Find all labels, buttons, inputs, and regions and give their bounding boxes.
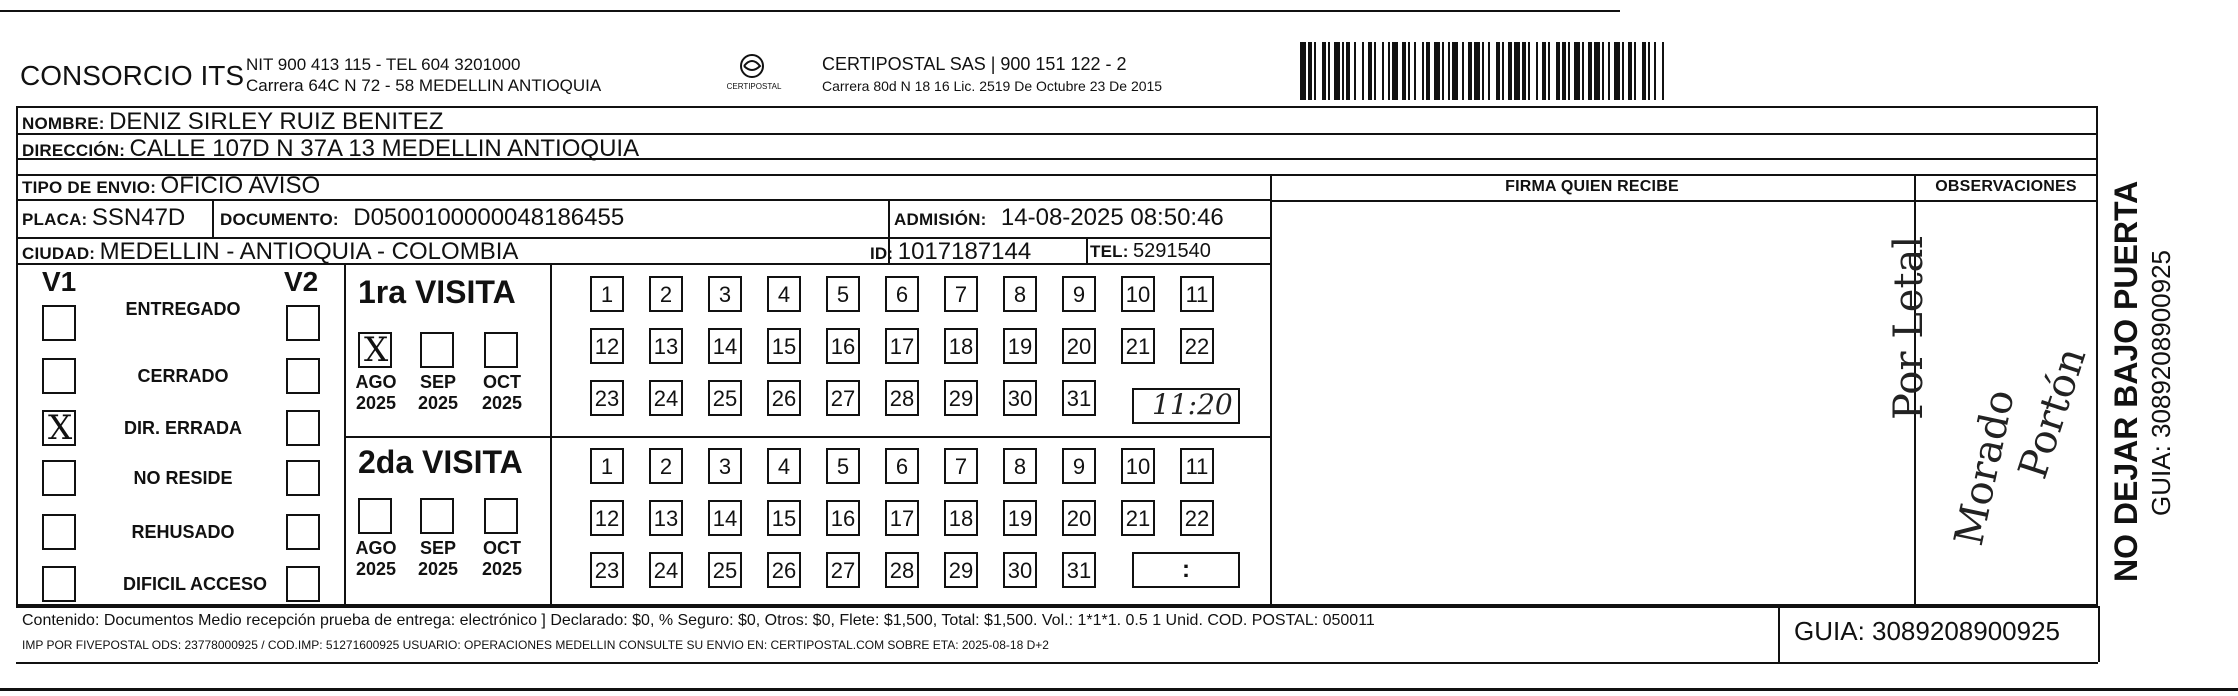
day-box[interactable]: 28 <box>885 380 919 416</box>
logo-text: CERTIPOSTAL <box>726 82 782 91</box>
ciudad-value: MEDELLIN - ANTIOQUIA - COLOMBIA <box>99 238 519 265</box>
barcode-bar <box>1648 42 1650 100</box>
barcode-bar <box>1426 42 1430 100</box>
day-box[interactable]: 5 <box>826 276 860 312</box>
status-reason-label: CERRADO <box>137 366 229 386</box>
barcode-bar <box>1342 42 1344 100</box>
certipostal-logo <box>722 52 782 94</box>
id-value: 1017187144 <box>897 238 1032 265</box>
v1-checkbox-mark: X <box>48 408 73 448</box>
barcode-bar <box>1354 42 1356 100</box>
barcode-bar <box>1408 42 1410 100</box>
barcode-bar <box>1548 42 1550 100</box>
tipo-value: OFICIO AVISO <box>160 172 321 199</box>
barcode-bar <box>1402 42 1406 100</box>
documento-value: D0500100000048186455 <box>353 204 625 231</box>
second-visit-time[interactable] <box>1132 552 1240 588</box>
observacion-line-3: Portón <box>2010 342 2096 485</box>
day-box[interactable]: 8 <box>1003 276 1037 312</box>
visit-split-rule <box>344 436 1270 438</box>
day-box[interactable]: 14 <box>708 500 742 536</box>
nombre-row <box>22 108 443 136</box>
barcode-bar <box>1442 42 1444 100</box>
no-dejar-vertical: NO DEJAR BAJO PUERTA <box>2108 180 2144 582</box>
day-box[interactable]: 15 <box>767 500 801 536</box>
month-name: OCT <box>483 372 521 392</box>
barcode-bar <box>1662 42 1664 100</box>
day-box[interactable]: 17 <box>885 500 919 536</box>
day-box[interactable]: 24 <box>649 380 683 416</box>
day-box[interactable]: 13 <box>649 500 683 536</box>
month-checkbox-sep[interactable] <box>420 332 454 368</box>
documento-label: DOCUMENTO: <box>220 210 339 229</box>
address-line: Carrera 64C N 72 - 58 MEDELLIN ANTIOQUIA <box>246 76 602 95</box>
license-line: Carrera 80d N 18 16 Lic. 2519 De Octubre 23 De 2015 <box>822 78 1163 94</box>
v2-label: V2 <box>284 266 319 297</box>
barcode-bar <box>1562 42 1566 100</box>
day-box[interactable]: 2 <box>649 276 683 312</box>
ciudad-label: CIUDAD: <box>22 244 96 263</box>
month-year: 2025 <box>355 393 397 413</box>
barcode-bar <box>1452 42 1458 100</box>
day-box[interactable]: 1 <box>590 276 624 312</box>
barcode-bar <box>1508 42 1512 100</box>
day-box[interactable]: 10 <box>1121 276 1155 312</box>
barcode-bar <box>1434 42 1440 100</box>
visit-rule <box>550 263 552 606</box>
v2-checkbox[interactable] <box>286 410 320 446</box>
day-box[interactable]: 15 <box>767 328 801 364</box>
admision-row <box>894 204 1224 232</box>
day-box[interactable]: 26 <box>767 380 801 416</box>
top-rule <box>0 10 1620 12</box>
day-box[interactable]: 17 <box>885 328 919 364</box>
nombre-label: NOMBRE: <box>22 114 105 133</box>
documento-row <box>220 204 624 232</box>
barcode-bar <box>1536 42 1538 100</box>
direccion-row <box>22 135 639 163</box>
barcode-bar <box>1614 42 1620 100</box>
barcode-bar <box>1482 42 1484 100</box>
firma-header-rule <box>1270 200 2098 202</box>
barcode-bar <box>1488 42 1490 100</box>
barcode-bar <box>1308 42 1312 100</box>
day-box[interactable]: 20 <box>1062 328 1096 364</box>
day-box[interactable]: 29 <box>944 380 978 416</box>
day-box[interactable]: 31 <box>1062 552 1096 588</box>
status-rule <box>344 263 346 606</box>
month-name: OCT <box>483 538 521 558</box>
barcode-bar <box>1602 42 1604 100</box>
barcode-bar <box>1594 42 1600 100</box>
barcode-bar <box>1542 42 1546 100</box>
nit-line: NIT 900 413 115 - TEL 604 3201000 <box>246 55 521 74</box>
admision-value: 14-08-2025 08:50:46 <box>1000 204 1224 231</box>
placa-rule <box>212 199 214 237</box>
day-box[interactable]: 16 <box>826 328 860 364</box>
day-box[interactable]: 4 <box>767 448 801 484</box>
day-box[interactable]: 7 <box>944 276 978 312</box>
first-visit-time-value: 11:20 <box>1152 388 1233 421</box>
status-reason-label: DIR. ERRADA <box>123 418 242 438</box>
day-box[interactable]: 24 <box>649 552 683 588</box>
second-visit-label: 2da VISITA <box>358 444 523 480</box>
barcode-bar <box>1528 42 1530 100</box>
barcode-bar <box>1514 42 1520 100</box>
v2-checkbox[interactable] <box>286 358 320 394</box>
day-box[interactable]: 4 <box>767 276 801 312</box>
observaciones-label: OBSERVACIONES <box>1935 178 2077 195</box>
day-box[interactable]: 9 <box>1062 448 1096 484</box>
bottom-rule <box>0 688 2238 691</box>
day-box[interactable]: 3 <box>708 276 742 312</box>
barcode-bar <box>1588 42 1592 100</box>
v1-label: V1 <box>42 266 77 297</box>
day-box[interactable]: 13 <box>649 328 683 364</box>
day-box[interactable]: 12 <box>590 500 624 536</box>
status-reason-label: ENTREGADO <box>125 299 241 319</box>
day-box[interactable]: 10 <box>1121 448 1155 484</box>
placa-row <box>22 204 185 232</box>
month-checkbox-sep[interactable] <box>420 498 454 534</box>
month-year: 2025 <box>417 559 459 579</box>
footer-imp: IMP POR FIVEPOSTAL ODS: 23778000925 / COD.IMP: 51271600925 USUARIO: OPERACIONES MEDELLIN CONSULTE SU ENVIO EN: CERTIPOSTAL.COM SOBRE ETA: 2025-08-18 D+2 <box>22 638 1049 652</box>
barcode-bar <box>1388 42 1390 100</box>
barcode <box>1300 42 1890 100</box>
v2-checkbox[interactable] <box>286 514 320 550</box>
barcode-bar <box>1462 42 1464 100</box>
nombre-value: DENIZ SIRLEY RUIZ BENITEZ <box>109 108 444 135</box>
month-checkbox-oct[interactable] <box>484 332 518 368</box>
day-box[interactable]: 1 <box>590 448 624 484</box>
barcode-bar <box>1502 42 1504 100</box>
barcode-bar <box>1362 42 1364 100</box>
month-checkbox-ago[interactable] <box>358 498 392 534</box>
footer-guia: GUIA: 3089208900925 <box>1794 616 2060 646</box>
barcode-bar <box>1574 42 1580 100</box>
day-box[interactable]: 6 <box>885 276 919 312</box>
day-box[interactable]: 12 <box>590 328 624 364</box>
day-box[interactable]: 29 <box>944 552 978 588</box>
day-box[interactable]: 8 <box>1003 448 1037 484</box>
barcode-bar <box>1328 42 1330 100</box>
day-box[interactable]: 16 <box>826 500 860 536</box>
status-reason-label: REHUSADO <box>131 522 235 542</box>
day-box[interactable]: 18 <box>944 500 978 536</box>
barcode-bar <box>1556 42 1560 100</box>
barcode-bar <box>1448 42 1450 100</box>
day-box[interactable]: 30 <box>1003 552 1037 588</box>
tipo-row <box>22 172 320 200</box>
month-label <box>410 372 466 414</box>
certipostal-line: CERTIPOSTAL SAS | 900 151 122 - 2 <box>822 54 1127 74</box>
day-box[interactable]: 7 <box>944 448 978 484</box>
tel-row <box>1090 240 1211 263</box>
month-label <box>348 538 404 580</box>
month-checkbox-oct[interactable] <box>484 498 518 534</box>
barcode-bar <box>1322 42 1326 100</box>
month-name: AGO <box>355 538 397 558</box>
barcode-bar <box>1414 42 1416 100</box>
ciudad-row <box>22 238 518 266</box>
tipo-label: TIPO DE ENVIO: <box>22 178 157 197</box>
day-box[interactable]: 25 <box>708 380 742 416</box>
day-box[interactable]: 25 <box>708 552 742 588</box>
tel-label: TEL: <box>1090 242 1129 261</box>
barcode-bar <box>1654 42 1656 100</box>
day-box[interactable]: 23 <box>590 552 624 588</box>
barcode-bar <box>1346 42 1350 100</box>
id-label: ID: <box>870 244 894 263</box>
v2-checkbox[interactable] <box>286 460 320 496</box>
guia-vertical: GUIA: 3089208900925 <box>2146 250 2176 516</box>
day-box[interactable]: 21 <box>1121 328 1155 364</box>
month-label <box>474 538 530 580</box>
observacion-line-1: Por Letal <box>1886 235 1932 420</box>
footer-bottom-rule <box>16 662 2098 664</box>
placa-label: PLACA: <box>22 210 88 229</box>
month-year: 2025 <box>417 393 459 413</box>
day-box[interactable]: 30 <box>1003 380 1037 416</box>
month-year: 2025 <box>481 559 523 579</box>
placa-value: SSN47D <box>91 204 186 231</box>
day-box[interactable]: 3 <box>708 448 742 484</box>
tel-value: 5291540 <box>1133 240 1211 262</box>
month-year: 2025 <box>481 393 523 413</box>
day-box[interactable]: 6 <box>885 448 919 484</box>
admision-label: ADMISIÓN: <box>894 210 987 229</box>
barcode-bar <box>1582 42 1584 100</box>
v2-checkbox[interactable] <box>286 305 320 341</box>
footer-right-rule <box>2098 606 2100 662</box>
day-box[interactable]: 11 <box>1180 276 1214 312</box>
month-checkbox-ago[interactable] <box>358 332 392 368</box>
status-reason-label: NO RESIDE <box>133 468 233 488</box>
barcode-bar <box>1622 42 1624 100</box>
status-reason-label: DIFICIL ACCESO <box>122 574 267 594</box>
first-visit-label: 1ra VISITA <box>358 274 516 310</box>
firma-left-rule <box>1270 174 1272 606</box>
second-visit-time-value: : <box>1182 556 1190 583</box>
day-box[interactable]: 27 <box>826 552 860 588</box>
barcode-bar <box>1628 42 1632 100</box>
barcode-bar <box>1334 42 1340 100</box>
month-label <box>410 538 466 580</box>
direccion-value: CALLE 107D N 37A 13 MEDELLIN ANTIOQUIA <box>129 135 640 162</box>
barcode-bar <box>1474 42 1480 100</box>
day-box[interactable]: 19 <box>1003 500 1037 536</box>
footer-guia-rule <box>1778 606 1780 662</box>
day-box[interactable]: 26 <box>767 552 801 588</box>
barcode-bar <box>1642 42 1646 100</box>
firma-label: FIRMA QUIEN RECIBE <box>1505 178 1679 195</box>
day-box[interactable]: 20 <box>1062 500 1096 536</box>
barcode-bar <box>1608 42 1610 100</box>
barcode-bar <box>1392 42 1398 100</box>
direccion-label: DIRECCIÓN: <box>22 141 126 160</box>
month-label <box>348 372 404 414</box>
day-box[interactable]: 22 <box>1180 328 1214 364</box>
v1-checkbox[interactable] <box>42 566 76 602</box>
day-box[interactable]: 28 <box>885 552 919 588</box>
v2-checkbox[interactable] <box>286 566 320 602</box>
day-box[interactable]: 19 <box>1003 328 1037 364</box>
rule-3 <box>16 174 2098 176</box>
tel-rule <box>1086 237 1088 263</box>
month-name: SEP <box>419 538 457 558</box>
day-box[interactable]: 11 <box>1180 448 1214 484</box>
month-checkbox-mark: X <box>364 330 389 370</box>
barcode-bar <box>1314 42 1316 100</box>
month-name: AGO <box>355 372 397 392</box>
day-box[interactable]: 2 <box>649 448 683 484</box>
barcode-bar <box>1634 42 1636 100</box>
month-year: 2025 <box>355 559 397 579</box>
barcode-bar <box>1374 42 1376 100</box>
day-box[interactable]: 14 <box>708 328 742 364</box>
observacion-line-2: Morado <box>1946 385 2024 550</box>
day-box[interactable]: 23 <box>590 380 624 416</box>
barcode-bar <box>1468 42 1472 100</box>
day-box[interactable]: 27 <box>826 380 860 416</box>
day-box[interactable]: 31 <box>1062 380 1096 416</box>
barcode-bar <box>1568 42 1570 100</box>
barcode-bar <box>1422 42 1424 100</box>
barcode-bar <box>1382 42 1384 100</box>
month-label <box>474 372 530 414</box>
day-box[interactable]: 9 <box>1062 276 1096 312</box>
barcode-bar <box>1368 42 1372 100</box>
day-box[interactable]: 18 <box>944 328 978 364</box>
company-name: CONSORCIO ITS <box>20 60 245 91</box>
day-box[interactable]: 21 <box>1121 500 1155 536</box>
footer-contenido: Contenido: Documentos Medio recepción prueba de entrega: electrónico ] Declarado: $0, % Seguro: $0, Otros: $0, Flete: $1,500, Total: $1,500. Vol.: 1*1*1. 0.5 1 Unid. COD. POSTAL: 050011 <box>22 612 1375 629</box>
day-box[interactable]: 5 <box>826 448 860 484</box>
barcode-bar <box>1300 42 1306 100</box>
first-visit-time[interactable] <box>1132 388 1240 424</box>
barcode-bar <box>1522 42 1526 100</box>
month-name: SEP <box>419 372 457 392</box>
day-box[interactable]: 22 <box>1180 500 1214 536</box>
barcode-bar <box>1496 42 1500 100</box>
footer-top-rule <box>16 606 2098 608</box>
id-row <box>870 238 1031 266</box>
